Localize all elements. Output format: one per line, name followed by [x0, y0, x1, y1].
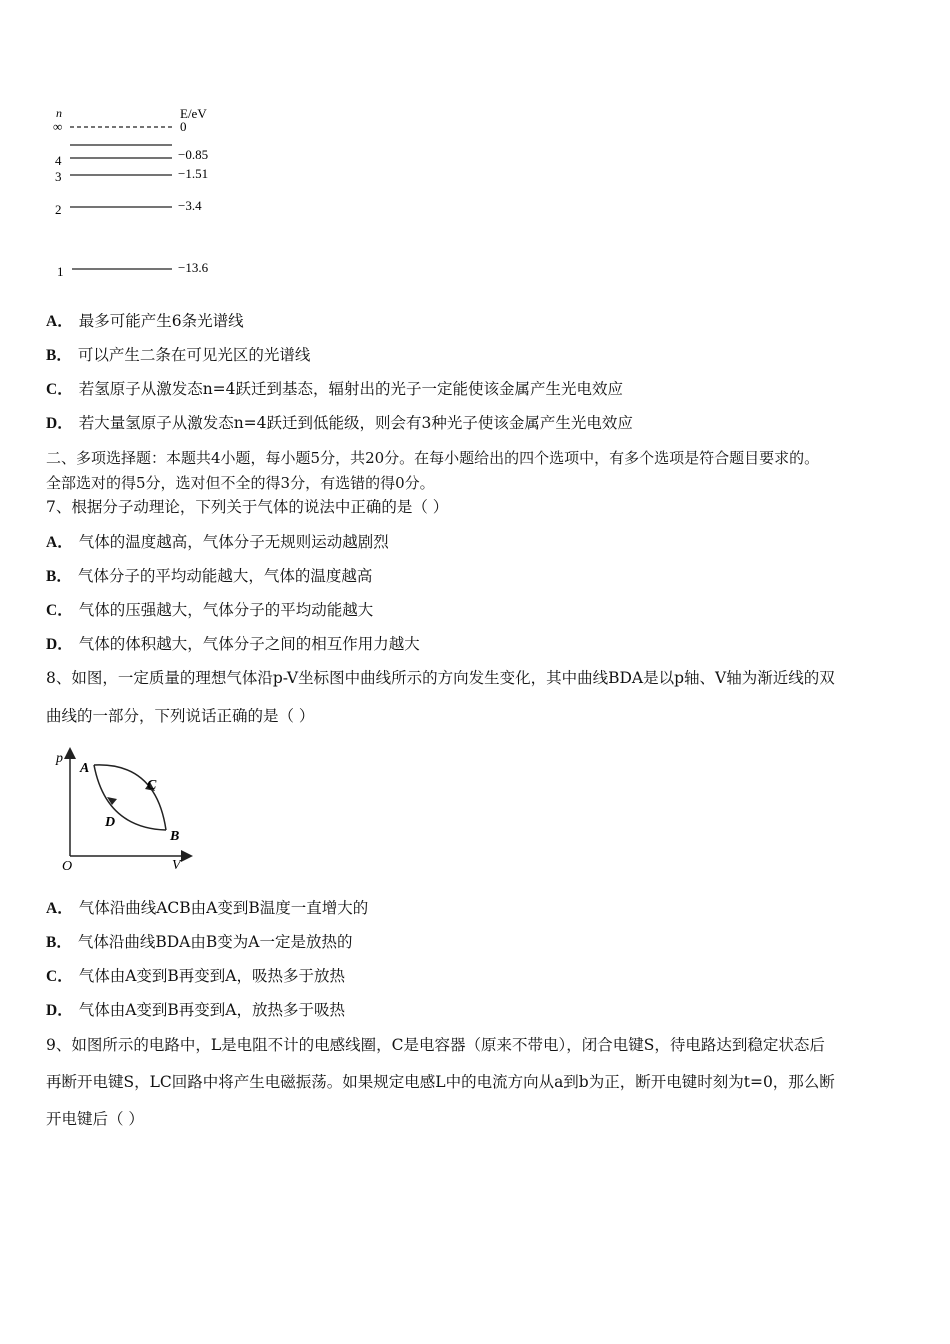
- section-2-heading-line2: 全部选对的得5分，选对但不全的得3分，有选错的得0分。: [46, 474, 435, 492]
- energy-axis-label: E/eV: [180, 106, 207, 121]
- option-text: 最多可能产生6条光谱线: [78, 312, 244, 330]
- q7-option-a: [46, 532, 389, 553]
- level-n-inf: ∞: [53, 119, 63, 134]
- energy-level-diagram: [46, 100, 246, 285]
- option-letter: C．: [46, 602, 73, 619]
- level-n-1: 1: [57, 264, 64, 279]
- level-energy-3: −1.51: [178, 166, 209, 181]
- option-letter: A．: [46, 534, 73, 551]
- level-n-3: 3: [55, 169, 62, 184]
- q8-option-b: [46, 932, 352, 953]
- q9-stem-line3: 开电键后（ ）: [46, 1110, 144, 1128]
- q8-option-d: [46, 1000, 345, 1021]
- origin-label: O: [62, 859, 73, 874]
- option-letter: C．: [46, 381, 73, 398]
- level-n-4: 4: [55, 153, 62, 168]
- option-text: 若氢原子从激发态n=4跃迁到基态，辐射出的光子一定能使该金属产生光电效应: [78, 380, 624, 398]
- option-text: 气体沿曲线ACB由A变到B温度一直增大的: [78, 899, 369, 917]
- option-text: 气体由A变到B再变到A，吸热多于放热: [78, 967, 345, 985]
- option-letter: D．: [46, 1002, 73, 1019]
- q7-option-d: [46, 634, 420, 655]
- level-n-2: 2: [55, 202, 62, 217]
- q6-option-d: [46, 413, 633, 434]
- option-letter: A．: [46, 313, 73, 330]
- section-2-heading-line1: 二、多项选择题：本题共4小题，每小题5分，共20分。在每小题给出的四个选项中，有多个选项是符合题目要求的。: [46, 449, 820, 467]
- q8-option-c: [46, 966, 345, 987]
- point-a-label: A: [80, 761, 90, 776]
- option-text: 气体的温度越高，气体分子无规则运动越剧烈: [78, 533, 389, 551]
- point-c-label: C: [147, 778, 157, 793]
- point-d-label: D: [105, 815, 116, 830]
- level-energy-1: −13.6: [178, 260, 209, 275]
- option-letter: D．: [46, 415, 73, 432]
- option-letter: A．: [46, 900, 73, 917]
- q8-stem-line1: 8、如图，一定质量的理想气体沿p-V坐标图中曲线所示的方向发生变化，其中曲线BDA是以p轴、V轴为渐近线的双: [46, 669, 835, 687]
- q9-stem-line1: 9、如图所示的电路中，L是电阻不计的电感线圈，C是电容器（原来不带电），闭合电键S，待电路达到稳定状态后: [46, 1036, 825, 1054]
- q7-stem: 7、根据分子动理论，下列关于气体的说法中正确的是（ ）: [46, 498, 449, 516]
- q7-option-c: [46, 600, 373, 621]
- option-letter: D．: [46, 636, 73, 653]
- option-letter: B．: [46, 347, 72, 364]
- option-letter: B．: [46, 568, 72, 585]
- level-energy-2: −3.4: [178, 198, 202, 213]
- q6-option-c: [46, 379, 623, 400]
- q8-stem-line2: 曲线的一部分，下列说话正确的是（ ）: [46, 707, 315, 725]
- q6-option-b: [46, 345, 310, 366]
- n-axis-label: n: [56, 106, 62, 120]
- option-letter: B．: [46, 934, 72, 951]
- q9-stem-line2: 再断开电键S，LC回路中将产生电磁振荡。如果规定电感L中的电流方向从a到b为正，断开电键时刻为t=0，那么断: [46, 1073, 835, 1091]
- v-axis-label: V: [172, 858, 181, 873]
- q8-option-a: [46, 898, 368, 919]
- option-text: 气体由A变到B再变到A，放热多于吸热: [78, 1001, 345, 1019]
- option-letter: C．: [46, 968, 73, 985]
- p-axis-label: p: [56, 751, 63, 766]
- option-text: 若大量氢原子从激发态n=4跃迁到低能级，则会有3种光子使该金属产生光电效应: [78, 414, 633, 432]
- pv-diagram: [50, 742, 200, 877]
- option-text: 可以产生二条在可见光区的光谱线: [77, 346, 311, 364]
- level-energy-4: −0.85: [178, 147, 209, 162]
- option-text: 气体的压强越大，气体分子的平均动能越大: [78, 601, 374, 619]
- option-text: 气体的体积越大，气体分子之间的相互作用力越大: [78, 635, 420, 653]
- level-energy-inf: 0: [180, 119, 187, 134]
- q7-option-b: [46, 566, 372, 587]
- option-text: 气体沿曲线BDA由B变为A一定是放热的: [77, 933, 353, 951]
- q6-option-a: [46, 311, 244, 332]
- point-b-label: B: [170, 829, 180, 844]
- option-text: 气体分子的平均动能越大，气体的温度越高: [77, 567, 373, 585]
